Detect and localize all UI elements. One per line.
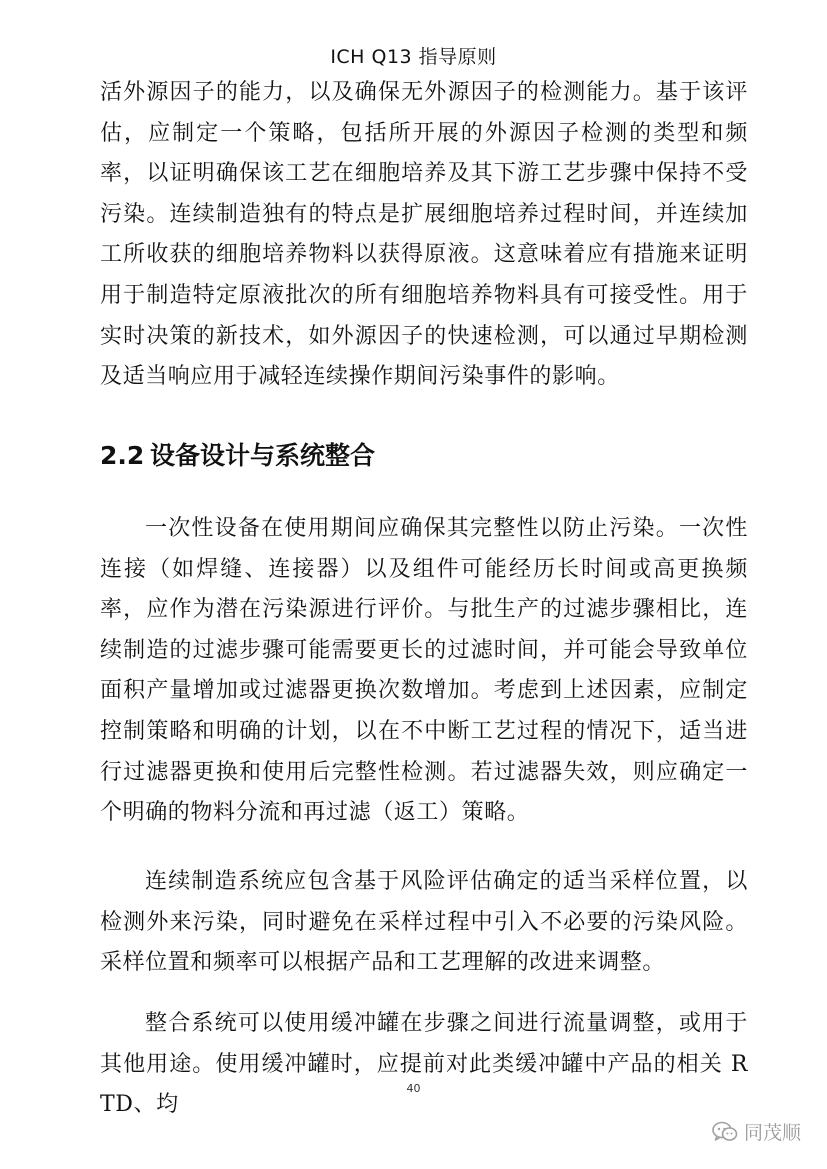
section-number: 2.2 [100, 441, 145, 470]
watermark [712, 1118, 801, 1145]
section-title: 设备设计与系统整合 [150, 441, 376, 470]
paragraph-sampling-locations: 连续制造系统应包含基于风险评估确定的适当采样位置，以检测外来污染，同时避免在采样过程中引入不必要的污染风险。采样位置和频率可以根据产品和工艺理解的改进来调整。 [100, 869, 748, 976]
page-header: ICH Q13 指导原则 [330, 46, 497, 68]
paragraph-surge-tanks: 整合系统可以使用缓冲罐在步骤之间进行流量调整，或用于其他用途。使用缓冲罐时，应提前对此类缓冲罐中产品的相关 RTD、均 [100, 1011, 748, 1118]
watermark-text: 同茂顺 [743, 1122, 801, 1144]
page-number: 40 [406, 1082, 421, 1095]
paragraph-adventitious-agents: 活外源因子的能力，以及确保无外源因子的检测能力。基于该评估，应制定一个策略，包括所开展的外源因子检测的类型和频率，以证明确保该工艺在细胞培养及其下游工艺步骤中保持不受污染。连续制造独有的特点是扩展细胞培养过程时间，并连续加工所收获的细胞培养物料以获得原液。这意味着应有措施来证明用于制造特定原液批次的所有细胞培养物料具有可接受性。用于实时决策的新技术，如外源因子的快速检测，可以通过早期检测及适当响应用于减轻连续操作期间污染事件的影响。 [100, 80, 748, 390]
section-heading [100, 436, 748, 476]
paragraph-single-use-equipment: 一次性设备在使用期间应确保其完整性以防止污染。一次性连接（如焊缝、连接器）以及组件可能经历长时间或高更换频率，应作为潜在污染源进行评价。与批生产的过滤步骤相比，连续制造的过滤步骤可能需要更长的过滤时间，并可能会导致单位面积产量增加或过滤器更换次数增加。考虑到上述因素，应制定控制策略和明确的计划，以在不中断工艺过程的情况下，适当进行过滤器更换和使用后完整性检测。若过滤器失效，则应确定一个明确的物料分流和再过滤（返工）策略。 [100, 516, 748, 826]
wechat-icon [712, 1121, 738, 1143]
